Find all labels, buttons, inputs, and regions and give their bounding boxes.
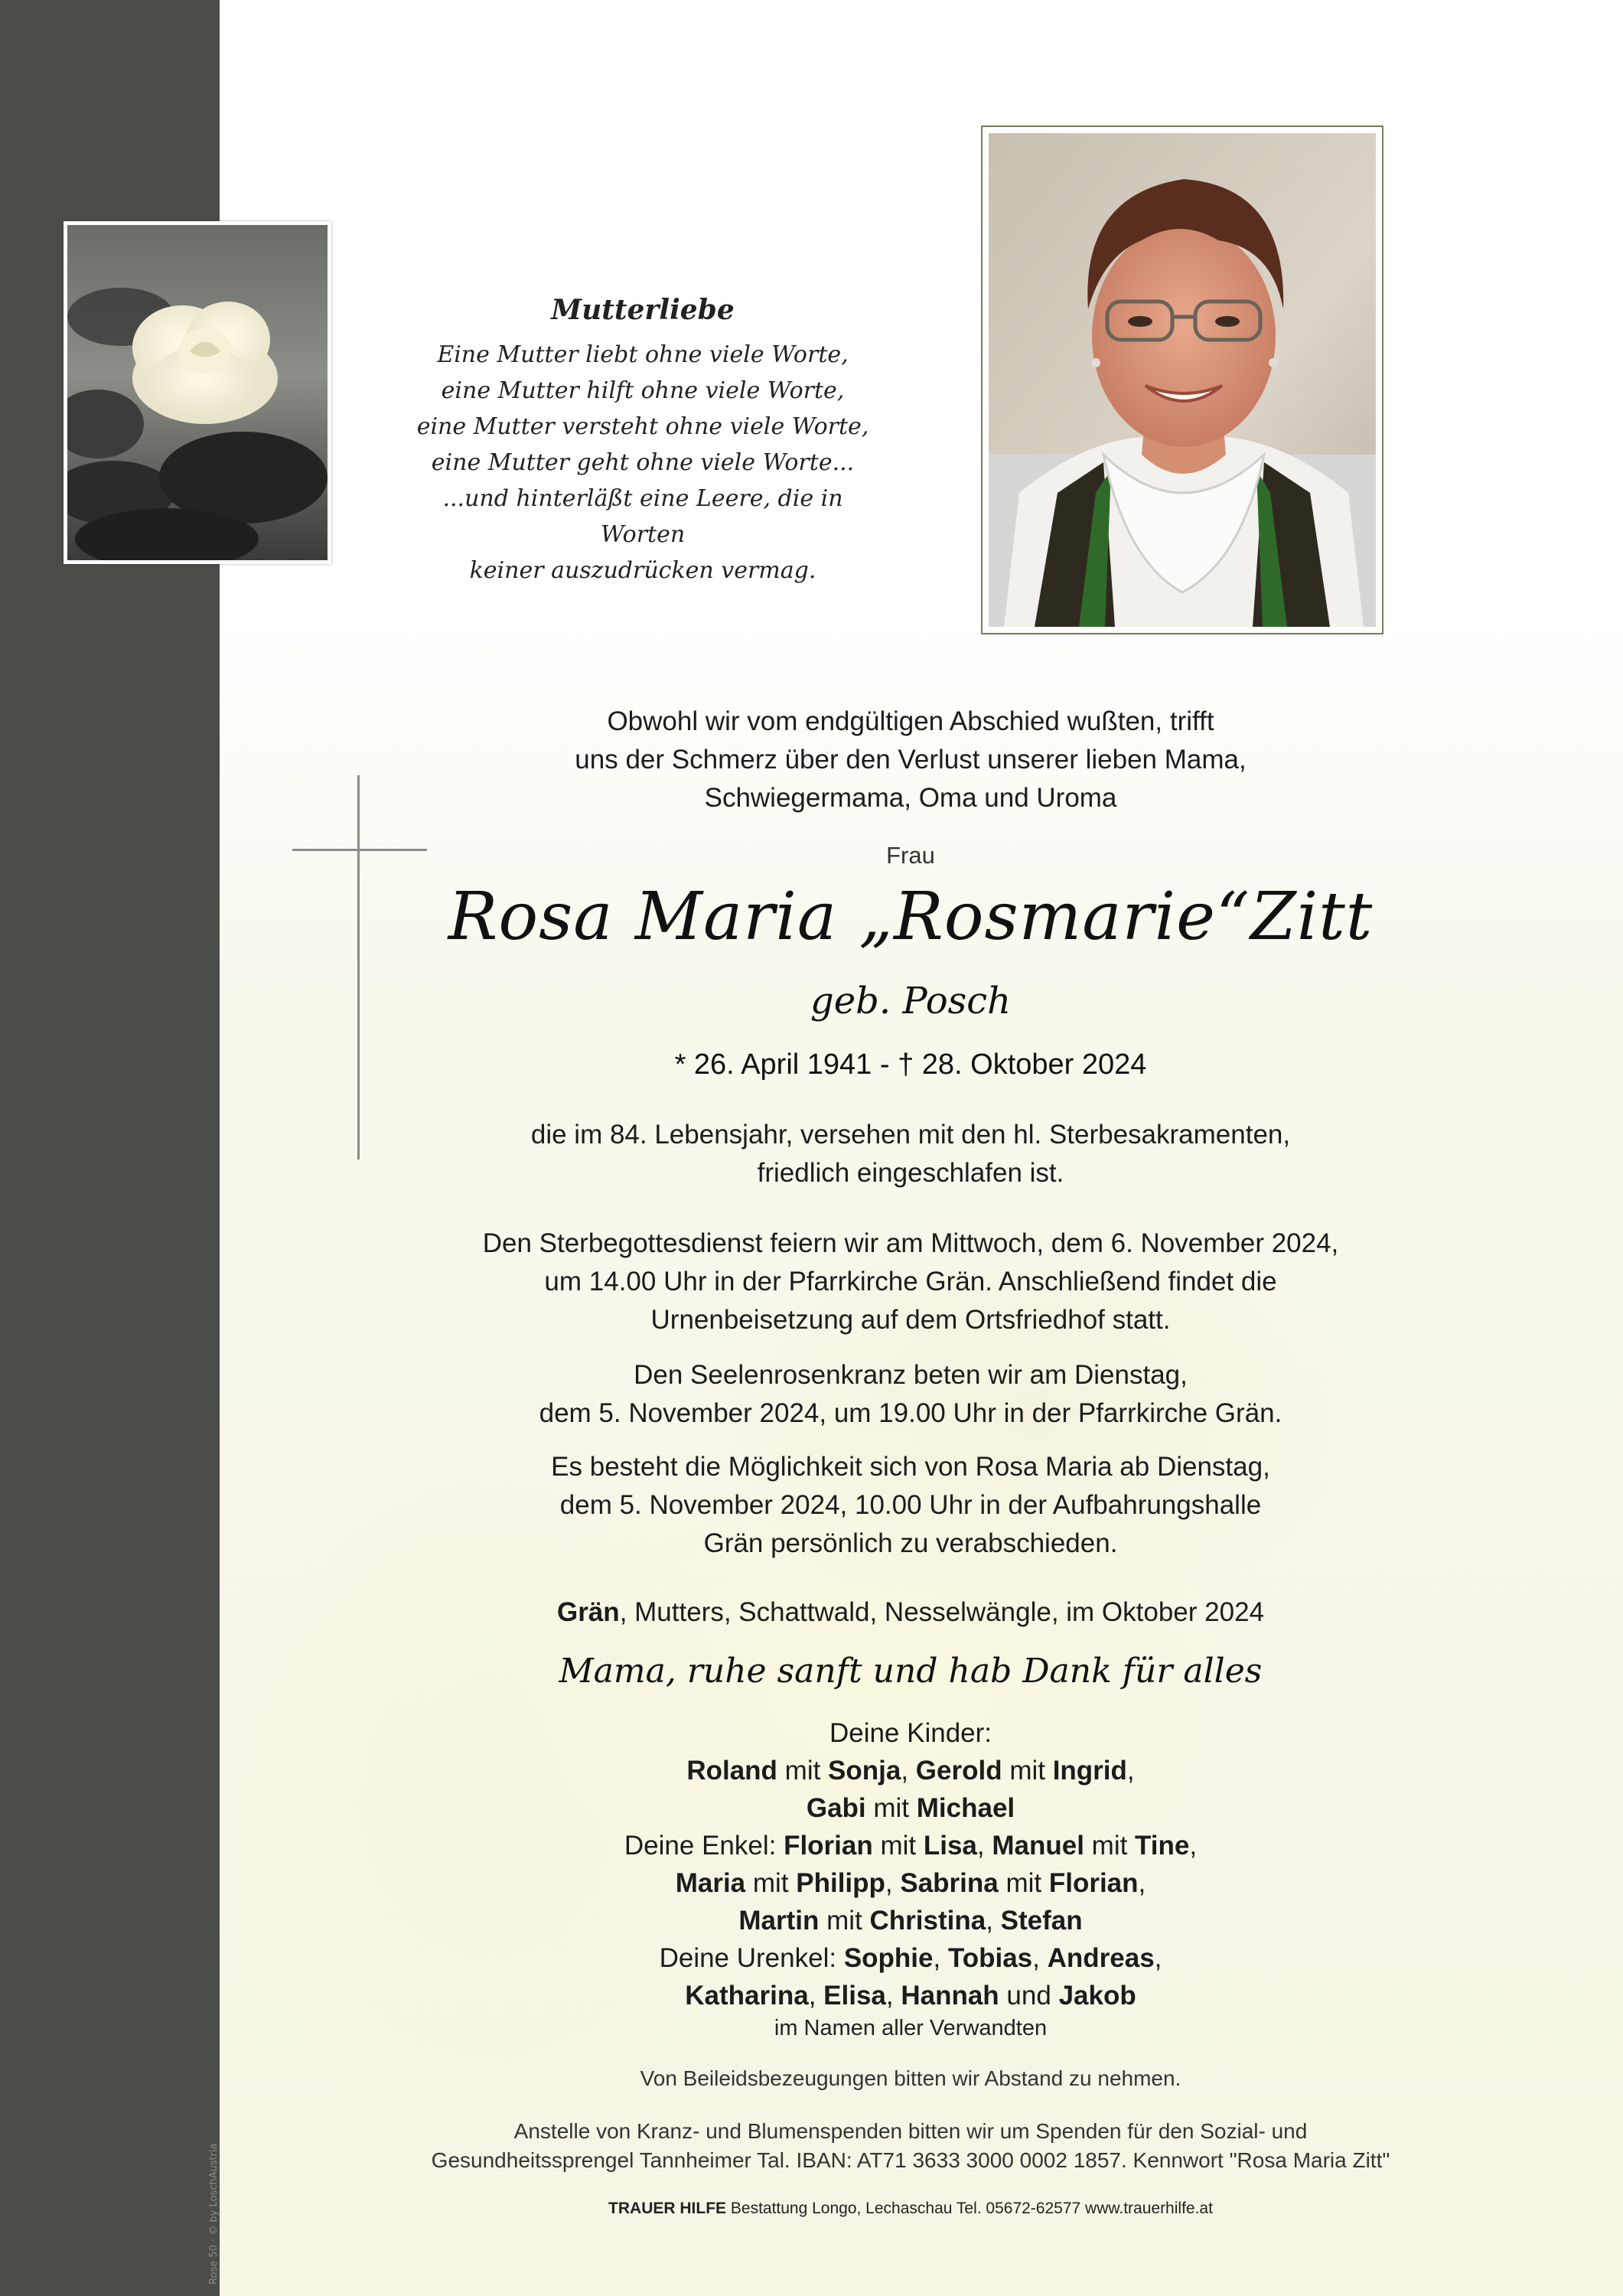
side-credit: Rose 50 · © by LoschAustria (208, 2143, 220, 2285)
place-date (367, 1593, 1454, 1632)
family-member-name: Maria (675, 1868, 746, 1898)
motto: Mama, ruhe sanft und hab Dank für alles (559, 1652, 1263, 1691)
family-list (367, 1714, 1454, 2042)
grandchildren-line (367, 1864, 1454, 1902)
family-member-name: Andreas (1047, 1943, 1155, 1973)
family-member-name: Katharina (685, 1981, 809, 2011)
family-connector: mit (998, 1868, 1049, 1898)
donation-text (337, 2117, 1484, 2175)
family-connector: Deine Urenkel: (659, 1943, 844, 1973)
children-line (367, 1752, 1454, 1789)
family-member-name: Michael (916, 1793, 1015, 1823)
poem-line: keiner auszudrücken vermag. (469, 557, 816, 584)
portrait-photo (981, 126, 1383, 634)
poem (413, 294, 872, 589)
funeral-line: um 14.00 Uhr in der Pfarrkirche Grän. Anschließend findet die (544, 1267, 1277, 1296)
family-connector: , (1138, 1868, 1146, 1898)
passing-text (367, 1116, 1454, 1192)
family-connector: , (1189, 1831, 1198, 1861)
family-connector: mit (865, 1793, 917, 1823)
family-connector: , (1154, 1943, 1162, 1973)
family-connector: , (933, 1943, 948, 1973)
family-member-name: Stefan (1000, 1906, 1083, 1936)
children-label: Deine Kinder: (829, 1718, 992, 1748)
cross-vertical (357, 775, 360, 1159)
family-member-name: Christina (869, 1906, 986, 1936)
undertaker-brand: TRAUER HILFE (608, 2200, 727, 2217)
poem-title: Mutterliebe (551, 294, 735, 326)
donation-line: Gesundheitssprengel Tannheimer Tal. IBAN: AT71 3633 3000 0002 1857. Kennwort "Rosa Maria Zitt" (431, 2148, 1390, 2172)
family-connector: , (901, 1756, 916, 1786)
family-member-name: Ingrid (1052, 1756, 1127, 1786)
condolence-note: Von Beileidsbezeugungen bitten wir Abstand zu nehmen. (640, 2066, 1181, 2090)
family-member-name: Sophie (843, 1943, 934, 1973)
family-connector: , (986, 1906, 1001, 1936)
family-connector: mit (745, 1868, 797, 1898)
funeral-text (352, 1225, 1469, 1339)
family-member-name: Hannah (901, 1981, 999, 2011)
donation-line: Anstelle von Kranz- und Blumenspenden bitten wir um Spenden für den Sozial- und (513, 2119, 1308, 2143)
family-member-name: Lisa (923, 1831, 977, 1861)
family-connector: , (1032, 1943, 1048, 1973)
grandchildren-line (367, 1902, 1454, 1939)
undertaker-details: Bestattung Longo, Lechaschau Tel. 05672-62577 www.trauerhilfe.at (726, 2200, 1213, 2217)
family-member-name: Jakob (1058, 1981, 1136, 2011)
family-member-name: Florian (1048, 1868, 1139, 1898)
funeral-line: Den Sterbegottesdienst feiern wir am Mittwoch, dem 6. November 2024, (482, 1228, 1339, 1258)
undertaker-line (367, 2200, 1454, 2218)
family-member-name: Florian (784, 1831, 873, 1861)
poem-line: ...und hinterläßt eine Leere, die in Worten (442, 485, 843, 548)
poem-line: eine Mutter hilft ohne viele Worte, (441, 377, 845, 404)
place-town: Grän (556, 1597, 620, 1627)
place-rest: , Mutters, Schattwald, Nesselwängle, im Oktober 2024 (619, 1597, 1265, 1627)
family-member-name: Tobias (947, 1943, 1033, 1973)
poem-line: Eine Mutter liebt ohne viele Worte, (437, 341, 849, 368)
family-connector: , (976, 1831, 992, 1861)
intro-line: Schwiegermama, Oma und Uroma (704, 783, 1117, 813)
grandchildren-line (367, 1827, 1454, 1864)
intro-line: uns der Schmerz über den Verlust unserer lieben Mama, (575, 745, 1247, 775)
family-member-name: Philipp (796, 1868, 885, 1898)
family-connector: , (1126, 1756, 1135, 1786)
viewing-line: Es besteht die Möglichkeit sich von Rosa Maria ab Dienstag, (551, 1452, 1270, 1482)
family-member-name: Sonja (828, 1756, 901, 1786)
poem-line: eine Mutter geht ohne viele Worte... (431, 449, 855, 476)
family-member-name: Gerold (915, 1756, 1002, 1786)
poem-line: eine Mutter versteht ohne viele Worte, (416, 413, 869, 440)
viewing-line: Grän persönlich zu verabschieden. (703, 1528, 1118, 1558)
rosary-text (367, 1356, 1454, 1433)
family-connector: und (999, 1981, 1059, 2011)
passing-line: die im 84. Lebensjahr, versehen mit den hl. Sterbesakramenten, (530, 1120, 1291, 1150)
family-connector: mit (777, 1756, 829, 1786)
family-connector: mit (819, 1906, 870, 1936)
family-connector: , (808, 1981, 824, 2011)
great-grandchildren-line (367, 1939, 1454, 1977)
relatives-line: im Namen aller Verwandten (774, 2016, 1048, 2040)
rose-image (64, 221, 331, 564)
family-connector: , (885, 1868, 901, 1898)
salutation: Frau (886, 842, 935, 869)
family-member-name: Elisa (823, 1981, 886, 2011)
viewing-line: dem 5. November 2024, 10.00 Uhr in der Aufbahrungshalle (559, 1490, 1262, 1520)
family-connector: Deine Enkel: (624, 1831, 784, 1861)
intro-line: Obwohl wir vom endgültigen Abschied wußten, trifft (607, 706, 1214, 736)
rosary-line: dem 5. November 2024, um 19.00 Uhr in der Pfarrkirche Grän. (539, 1398, 1282, 1428)
deceased-name: Rosa Maria „Rosmarie“Zitt (448, 879, 1374, 955)
family-connector: mit (872, 1831, 924, 1861)
great-grandchildren-line (367, 1977, 1454, 2014)
life-dates: * 26. April 1941 - † 28. Oktober 2024 (674, 1049, 1147, 1081)
family-member-name: Roland (686, 1756, 777, 1786)
family-member-name: Manuel (992, 1831, 1084, 1861)
family-connector: mit (1084, 1831, 1136, 1861)
passing-line: friedlich eingeschlafen ist. (757, 1158, 1064, 1188)
family-member-name: Gabi (806, 1793, 866, 1823)
rosary-line: Den Seelenrosenkranz beten wir am Dienstag, (634, 1360, 1188, 1390)
family-member-name: Martin (738, 1906, 820, 1936)
funeral-line: Urnenbeisetzung auf dem Ortsfriedhof statt. (650, 1305, 1171, 1335)
family-member-name: Sabrina (900, 1868, 999, 1898)
children-line (367, 1789, 1454, 1827)
family-connector: , (885, 1981, 901, 2011)
viewing-text (367, 1448, 1454, 1563)
family-connector: mit (1002, 1756, 1053, 1786)
intro-text (367, 703, 1454, 817)
family-member-name: Tine (1135, 1831, 1190, 1861)
birth-name: geb. Posch (810, 980, 1012, 1022)
